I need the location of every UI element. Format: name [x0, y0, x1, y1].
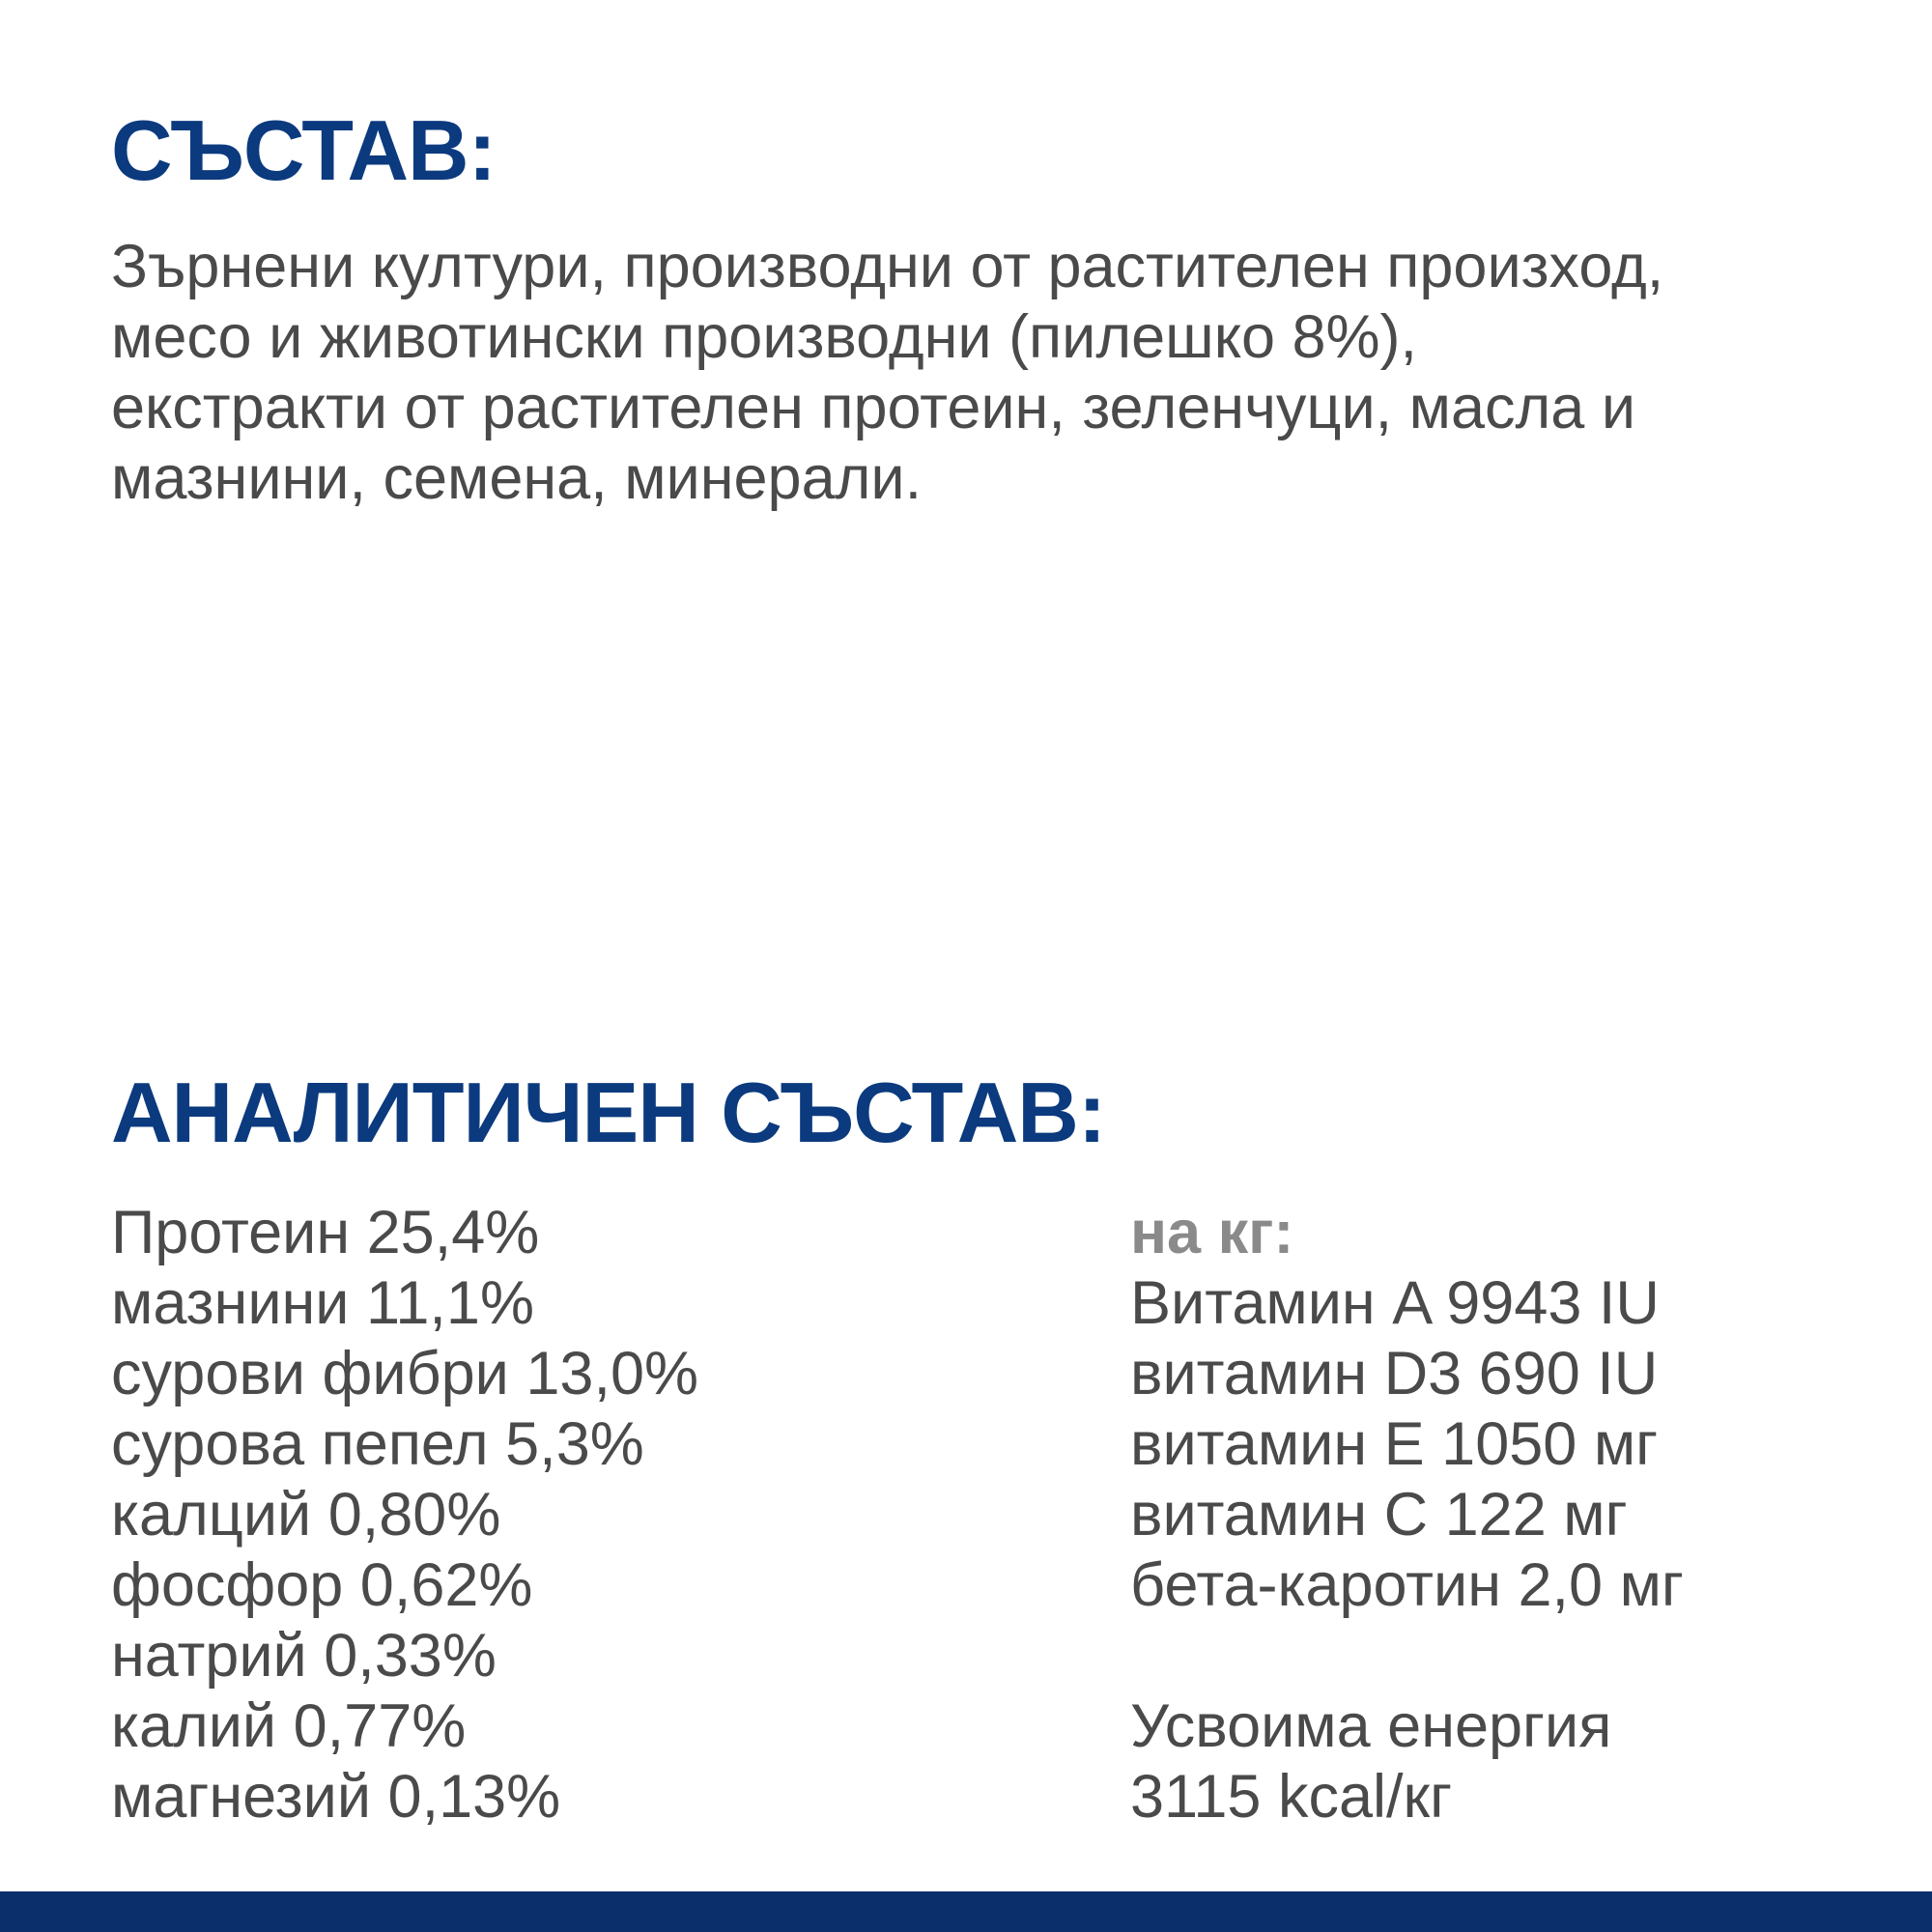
nutrient-item: мазнини 11,1%	[111, 1269, 534, 1337]
vitamin-item: бета-каротин 2,0 мг	[1130, 1551, 1684, 1619]
nutrient-list	[111, 1198, 698, 1833]
nutrient-item: фосфор 0,62%	[111, 1551, 533, 1619]
vitamin-item: витамин E 1050 мг	[1130, 1410, 1659, 1478]
analytical-heading: АНАЛИТИЧЕН СЪСТАВ:	[111, 1065, 1106, 1160]
energy-label: Усвоима енергия	[1130, 1692, 1612, 1760]
nutrient-item: натрий 0,33%	[111, 1622, 497, 1690]
vitamin-item: витамин C 122 мг	[1130, 1481, 1628, 1548]
composition-heading: СЪСТАВ:	[111, 102, 496, 198]
bottom-brand-bar	[0, 1891, 1932, 1932]
composition-text	[111, 232, 1908, 514]
vitamin-item: Витамин A 9943 IU	[1130, 1269, 1660, 1337]
nutrient-item: сурова пепел 5,3%	[111, 1410, 644, 1478]
nutrient-item: калий 0,77%	[111, 1692, 467, 1760]
spacer	[1130, 1621, 1684, 1691]
per-kg-label: на кг:	[1130, 1199, 1294, 1266]
vitamin-list	[1130, 1198, 1684, 1833]
composition-line: екстракти от растителен протеин, зеленчуци, масла и	[111, 374, 1636, 441]
energy-value: 3115 kcal/кг	[1130, 1763, 1453, 1831]
composition-line: мазнини, семена, минерали.	[111, 444, 923, 512]
composition-line: месо и животински производни (пилешко 8%),	[111, 303, 1418, 371]
nutrient-item: магнезий 0,13%	[111, 1763, 561, 1831]
vitamin-item: витамин D3 690 IU	[1130, 1340, 1659, 1407]
composition-line: Зърнени култури, производни от растителен произход,	[111, 233, 1664, 300]
nutrient-item: сурови фибри 13,0%	[111, 1340, 699, 1407]
nutrient-item: Протеин 25,4%	[111, 1199, 540, 1266]
nutrient-item: калций 0,80%	[111, 1481, 501, 1548]
